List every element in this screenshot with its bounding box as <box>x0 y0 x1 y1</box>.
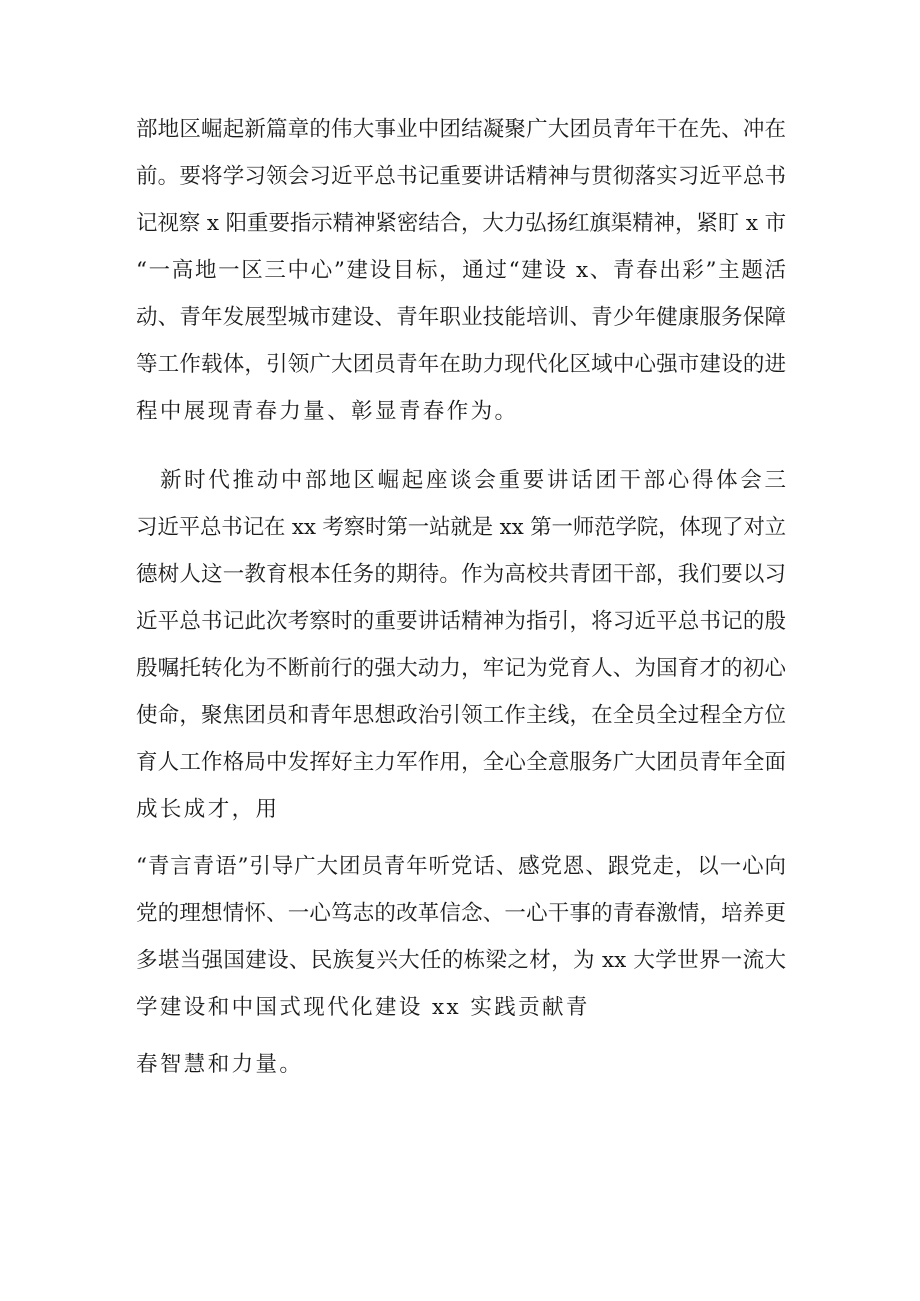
paragraph-3-line-3: 多堪当强国建设、民族复兴大任的栋梁之材，为 xx 大学世界一流大 <box>136 948 786 973</box>
paragraph-2-line-7: 育人工作格局中发挥好主力军作用，全心全意服务广大团员青年全面 <box>136 750 786 775</box>
paragraph-1-line-6: 等工作载体，引领广大团员青年在助力现代化区域中心强市建设的进 <box>136 352 786 377</box>
paragraph-3-line-4: 学建设和中国式现代化建设 xx 实践贡献青 <box>136 995 590 1020</box>
paragraph-3-line-1: “青言青语”引导广大团员青年听党话、感党恩、跟党走，以一心向 <box>136 854 786 879</box>
paragraph-2-line-6: 使命，聚焦团员和青年思想政治引领工作主线，在全员全过程全方位 <box>136 703 786 728</box>
paragraph-2-line-8: 成长成才，用 <box>136 797 280 822</box>
paragraph-4-line-1: 春智慧和力量。 <box>136 1052 304 1077</box>
paragraph-1-line-3: 记视察 x 阳重要指示精神紧密结合，大力弘扬红旗渠精神，紧盯 x 市 <box>136 211 786 236</box>
paragraph-1-line-2: 前。要将学习领会习近平总书记重要讲话精神与贯彻落实习近平总书 <box>136 164 786 189</box>
paragraph-1-line-1: 部地区崛起新篇章的伟大事业中团结凝聚广大团员青年干在先、冲在 <box>136 117 786 142</box>
paragraph-1-line-4: “一高地一区三中心”建设目标，通过“建设 x、青春出彩”主题活 <box>136 258 786 283</box>
paragraph-2-line-4: 近平总书记此次考察时的重要讲话精神为指引，将习近平总书记的殷 <box>136 609 786 634</box>
paragraph-2-line-1: 新时代推动中部地区崛起座谈会重要讲话团干部心得体会三 <box>160 468 786 493</box>
paragraph-2-line-5: 殷嘱托转化为不断前行的强大动力，牢记为党育人、为国育才的初心 <box>136 656 786 681</box>
paragraph-1-line-5: 动、青年发展型城市建设、青年职业技能培训、青少年健康服务保障 <box>136 305 786 330</box>
paragraph-3-line-2: 党的理想情怀、一心笃志的改革信念、一心干事的青春激情，培养更 <box>136 901 786 926</box>
paragraph-2-line-3: 德树人这一教育根本任务的期待。作为高校共青团干部，我们要以习 <box>136 562 786 587</box>
paragraph-2-line-2: 习近平总书记在 xx 考察时第一站就是 xx 第一师范学院，体现了对立 <box>136 515 786 540</box>
paragraph-1-line-7: 程中展现青春力量、彰显青春作为。 <box>136 399 519 424</box>
